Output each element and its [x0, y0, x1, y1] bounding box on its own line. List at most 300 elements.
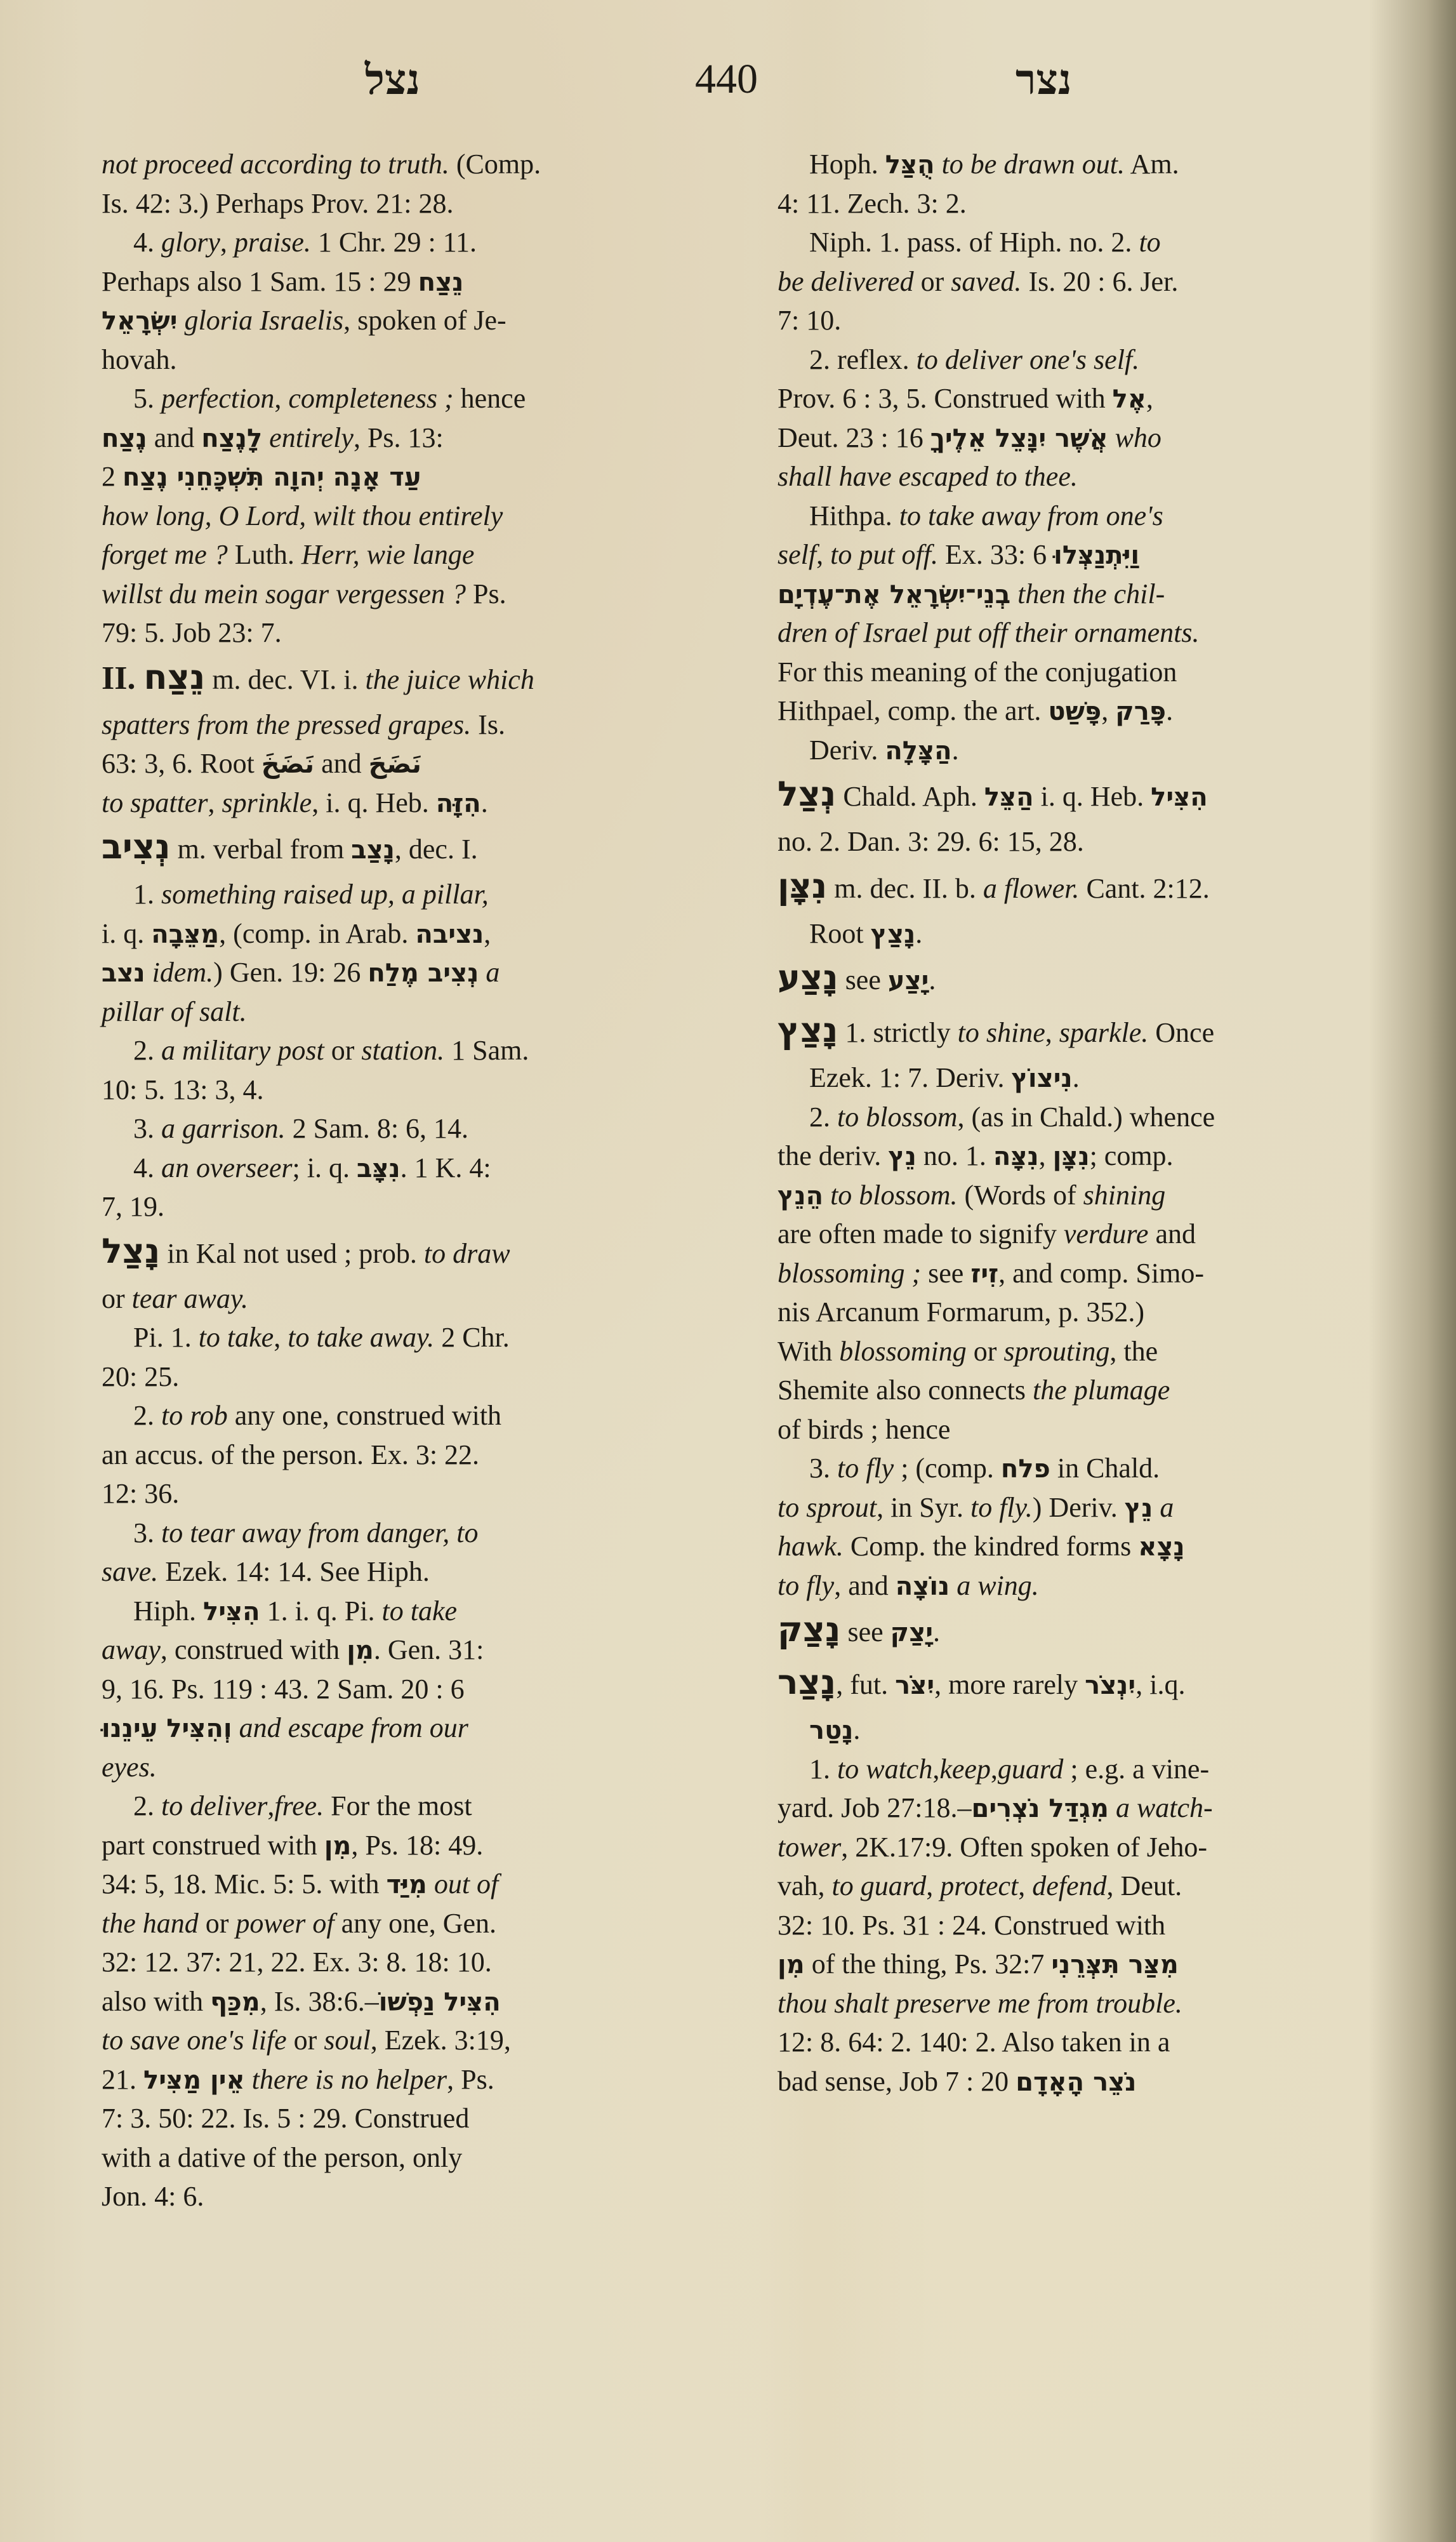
text-line: [102, 1552, 730, 1592]
text-run: 2. reflex.: [809, 343, 917, 375]
hebrew-word: נִיצוֹץ: [1011, 1064, 1073, 1093]
text-line: [102, 496, 730, 536]
text-run: , spoken of Je-: [343, 305, 506, 336]
text-run: 4.: [133, 1152, 161, 1183]
text-run: see: [921, 1257, 971, 1289]
italic-gloss: to take: [381, 1595, 458, 1627]
italic-gloss: hawk.: [778, 1531, 844, 1562]
italic-gloss: saved.: [951, 265, 1022, 297]
text-line: [102, 145, 730, 184]
text-line: [102, 1109, 730, 1148]
italic-gloss: praise.: [234, 227, 311, 258]
text-run: [1010, 578, 1017, 609]
hebrew-word: נציבה: [415, 919, 484, 949]
text-line: [778, 1945, 1412, 1984]
headword: נֵצַח: [143, 656, 206, 697]
hebrew-word: פָּשַׁט: [1048, 697, 1102, 726]
italic-gloss: out of: [433, 1868, 499, 1900]
text-line: [778, 457, 1412, 496]
text-line: [778, 575, 1412, 614]
italic-gloss: to fly.: [970, 1491, 1033, 1523]
text-run: Cant. 2:12.: [1079, 872, 1210, 904]
text-run: Hoph.: [809, 149, 885, 180]
text-run: and: [314, 748, 369, 779]
text-line: [778, 1176, 1412, 1215]
hebrew-word: הִצִּיל נַפְשׁוֹ: [378, 1987, 501, 2017]
text-run: i. q. Heb.: [1033, 781, 1151, 812]
text-run: , Deut.: [1106, 1870, 1182, 1901]
italic-gloss: dren of Israel put off their ornaments.: [778, 617, 1200, 648]
italic-gloss: to take: [198, 1322, 274, 1353]
text-run: Pi. 1.: [133, 1322, 199, 1353]
hebrew-word: נִצָּב: [356, 1154, 400, 1183]
text-run: , construed with: [160, 1634, 347, 1665]
text-line: [778, 1058, 1412, 1098]
text-run: .: [853, 1714, 861, 1745]
hebrew-word: וַיִּתְנַצְּלוּ: [1054, 541, 1140, 570]
hebrew-word: לָנֶצַח: [201, 423, 263, 453]
text-run: [935, 149, 942, 180]
hebrew-word: نَضَخَ: [261, 750, 315, 779]
text-line: [102, 1904, 730, 1943]
homonym-numeral: II.: [102, 660, 144, 696]
italic-gloss: a: [486, 957, 500, 988]
text-run: 2.: [809, 1101, 837, 1133]
text-line: [102, 1318, 730, 1357]
text-line: [102, 2138, 730, 2178]
text-run: .: [951, 734, 959, 766]
text-line: [102, 1592, 730, 1631]
text-run: Is.: [471, 709, 505, 740]
text-run: 1. i. q. Pi.: [260, 1595, 382, 1627]
text-run: in Chald.: [1050, 1453, 1160, 1484]
text-line: [778, 914, 1412, 954]
text-run: or: [966, 1335, 1004, 1367]
italic-gloss: thou shalt preserve me from trouble.: [778, 1987, 1182, 2019]
text-line: [102, 262, 730, 302]
text-run: nis Arcanum Formarum, p. 352.): [778, 1296, 1145, 1328]
italic-gloss: then the chil-: [1017, 578, 1165, 609]
headword: נָצַק: [778, 1609, 841, 1649]
italic-gloss: and escape from our: [239, 1712, 468, 1743]
hebrew-word: מִן: [778, 1950, 805, 1980]
text-run: 1.: [133, 879, 161, 910]
text-run: [1109, 1792, 1116, 1823]
text-line: [778, 2023, 1412, 2062]
hebrew-word: נֵצַח: [418, 267, 464, 297]
text-line: [102, 340, 730, 380]
text-line: [102, 1187, 730, 1227]
text-line: [102, 418, 730, 458]
italic-gloss: gloria Israelis: [184, 305, 344, 336]
text-run: 32: 10. Ps. 31 : 24. Construed with: [778, 1909, 1166, 1941]
italic-gloss: who: [1115, 422, 1161, 453]
text-run: Prov. 6 : 3, 5. Construed with: [778, 383, 1113, 414]
text-line: [102, 1148, 730, 1188]
italic-gloss: save.: [102, 1556, 159, 1587]
italic-gloss: idem.: [152, 957, 214, 988]
text-run: and: [147, 422, 202, 453]
text-run: .: [1166, 695, 1174, 726]
italic-gloss: a garrison.: [161, 1113, 286, 1144]
italic-gloss: self: [778, 539, 817, 570]
text-run: 7: 10.: [778, 305, 842, 336]
text-line: [102, 875, 730, 914]
hebrew-word: נִצָּה: [993, 1142, 1039, 1171]
italic-gloss: blossoming: [839, 1335, 967, 1367]
italic-gloss: to fly: [778, 1569, 835, 1601]
text-run: hovah.: [102, 343, 177, 375]
hebrew-word: נצב: [102, 959, 145, 988]
text-run: . Gen. 31:: [373, 1634, 484, 1665]
hebrew-word: נוֹצָה: [895, 1571, 950, 1601]
text-run: , Ezek. 3:19,: [370, 2025, 511, 2056]
hebrew-word: בְנֵי־יִשְׂרָאֵל אֶת־עֶדְיָם: [778, 580, 1011, 609]
hebrew-word: מַצֵּבָה: [151, 919, 220, 949]
text-line: [778, 184, 1412, 223]
text-line: [102, 783, 730, 823]
hebrew-word: פלח: [1000, 1454, 1050, 1484]
entry-headline: [778, 953, 1412, 1006]
text-line: [102, 1279, 730, 1319]
text-run: 5.: [133, 383, 161, 414]
text-run: Perhaps also 1 Sam. 15 : 29: [102, 265, 418, 297]
text-line: [778, 1710, 1412, 1750]
text-run: m. verbal from: [170, 834, 352, 865]
italic-gloss: how long, O Lord, wilt thou entirely: [102, 500, 503, 531]
hebrew-word: הֵנֵץ: [778, 1181, 824, 1211]
text-run: ) Gen. 19: 26: [213, 957, 368, 988]
italic-gloss: a: [1160, 1491, 1174, 1523]
text-run: 34: 5, 18. Mic. 5: 5. with: [102, 1868, 387, 1900]
text-run: .: [1072, 1062, 1080, 1093]
text-run: Am.: [1125, 149, 1179, 180]
text-run: yard. Job 27:18.–: [778, 1792, 972, 1823]
text-run: Luth.: [227, 539, 301, 570]
hebrew-word: יִשְׂרָאֵל: [102, 307, 178, 336]
text-run: or: [102, 1282, 132, 1314]
text-run: .: [933, 1616, 941, 1647]
text-run: the deriv.: [778, 1140, 889, 1171]
text-run: Shemite also connects: [778, 1374, 1033, 1406]
running-header: [0, 54, 1456, 117]
text-line: [778, 613, 1412, 653]
text-run: no. 2. Dan. 3: 29. 6: 15, 28.: [778, 826, 1084, 857]
italic-gloss: to blossom: [837, 1101, 958, 1133]
entry-headline: [102, 822, 730, 875]
text-line: [102, 1982, 730, 2021]
text-run: ,: [1038, 1140, 1053, 1171]
text-line: [778, 1906, 1412, 1945]
text-run: ,: [816, 539, 831, 570]
text-line: [102, 2177, 730, 2216]
italic-gloss: eyes.: [102, 1751, 157, 1783]
text-run: , 2K.17:9. Often spoken of Jeho-: [841, 1831, 1208, 1863]
text-run: Hithpa.: [809, 500, 899, 531]
italic-gloss: to shine: [957, 1017, 1045, 1048]
text-run: , in Syr.: [877, 1491, 970, 1523]
italic-gloss: sprinkle: [222, 787, 312, 818]
text-run: [145, 957, 152, 988]
headword: נְצַל: [778, 774, 837, 814]
text-run: 2: [102, 461, 122, 492]
italic-gloss: not proceed according to truth.: [102, 149, 449, 180]
text-line: [102, 1514, 730, 1553]
text-line: [102, 1031, 730, 1070]
text-line: [102, 1396, 730, 1435]
text-run: 21.: [102, 2063, 143, 2095]
hebrew-word: נָטַר: [809, 1716, 854, 1745]
text-run: 10: 5. 13: 3, 4.: [102, 1074, 264, 1105]
text-run: vah,: [778, 1870, 832, 1901]
text-run: are often made to signify: [778, 1218, 1064, 1249]
text-run: ; i. q.: [292, 1152, 357, 1183]
text-run: , i.q.: [1135, 1669, 1186, 1700]
italic-gloss: to fly: [837, 1453, 894, 1484]
hebrew-word: נִצָּן: [1052, 1142, 1090, 1171]
italic-gloss: willst du mein sogar vergessen ?: [102, 578, 466, 609]
text-run: 2.: [133, 1035, 161, 1066]
italic-gloss: Herr, wie lange: [301, 539, 475, 570]
text-line: [102, 1670, 730, 1709]
text-run: , Ps.: [447, 2063, 494, 2095]
hebrew-word: מִצַּר תִּצְּרֵנִי: [1051, 1950, 1179, 1980]
text-run: and: [1148, 1218, 1196, 1249]
text-run: , (as in Chald.) whence: [957, 1101, 1215, 1133]
italic-gloss: soul: [324, 2025, 371, 2056]
text-line: [102, 379, 730, 418]
text-line: [778, 1788, 1412, 1828]
text-line: [778, 1371, 1412, 1410]
entry-headline: [102, 1227, 730, 1279]
italic-gloss: a military post: [161, 1035, 324, 1066]
italic-gloss: to take away.: [288, 1322, 435, 1353]
text-line: [102, 914, 730, 954]
text-run: [479, 957, 486, 988]
italic-gloss: to watch: [837, 1753, 933, 1785]
right-column: [778, 145, 1412, 2101]
text-line: [778, 1527, 1412, 1566]
headword: נָצַל: [102, 1230, 161, 1271]
italic-gloss: to rob: [161, 1400, 228, 1431]
text-line: [778, 1867, 1412, 1906]
italic-gloss: entirely: [269, 422, 354, 453]
italic-gloss: keep: [939, 1753, 991, 1785]
text-run: Ps.: [466, 578, 506, 609]
italic-gloss: perfection: [161, 383, 275, 414]
text-line: [778, 301, 1412, 340]
italic-gloss: to blossom.: [830, 1179, 958, 1211]
text-run: part construed with: [102, 1829, 324, 1861]
italic-gloss: blossoming ;: [778, 1257, 922, 1289]
text-line: [778, 1254, 1412, 1293]
left-guide-word: נצל: [365, 55, 420, 104]
text-run: bad sense, Job 7 : 20: [778, 2065, 1016, 2097]
text-run: ) Deriv.: [1032, 1491, 1125, 1523]
text-run: 4.: [133, 227, 161, 258]
text-line: [778, 653, 1412, 692]
text-run: .: [480, 787, 488, 818]
entry-headline: [778, 769, 1412, 822]
text-run: ,: [208, 787, 222, 818]
text-run: Root: [809, 917, 871, 949]
text-run: ; e.g. a vine-: [1063, 1753, 1210, 1785]
text-run: 9, 16. Ps. 119 : 43. 2 Sam. 20 : 6: [102, 1673, 465, 1705]
hebrew-word: הִצִּיל: [1151, 783, 1208, 812]
text-line: [102, 184, 730, 223]
italic-gloss: to spatter: [102, 787, 208, 818]
italic-gloss: sprouting: [1003, 1335, 1110, 1367]
text-run: ,: [220, 227, 234, 258]
text-run: 1.: [809, 1753, 837, 1785]
text-run: , fut.: [836, 1669, 896, 1700]
text-run: , (comp. in Arab.: [219, 917, 416, 949]
hebrew-word: נָצַב: [351, 835, 395, 865]
text-run: [1108, 422, 1115, 453]
text-run: Hiph.: [133, 1595, 203, 1627]
text-line: [102, 953, 730, 992]
text-run: , dec. I.: [394, 834, 478, 865]
italic-gloss: to guard: [831, 1870, 927, 1901]
text-run: ,: [484, 917, 491, 949]
text-line: [778, 2062, 1412, 2101]
italic-gloss: a flower.: [983, 872, 1080, 904]
text-run: , and: [834, 1569, 896, 1601]
text-run: [1153, 1492, 1160, 1523]
text-run: or: [198, 1907, 236, 1939]
italic-gloss: spatters from the pressed grapes.: [102, 709, 472, 740]
text-line: [778, 691, 1412, 731]
italic-gloss: to sprout: [778, 1491, 877, 1523]
text-line: [778, 1828, 1412, 1867]
text-run: or: [913, 265, 951, 297]
text-run: 12: 36.: [102, 1478, 180, 1509]
text-line: [778, 1449, 1412, 1488]
italic-gloss: away: [102, 1634, 161, 1665]
text-run: Hithpael, comp. the art.: [778, 695, 1049, 726]
hebrew-word: הִצִּיל: [203, 1597, 260, 1627]
text-run: .: [915, 917, 923, 949]
italic-gloss: to: [1139, 227, 1161, 258]
text-line: [778, 418, 1412, 458]
text-run: Deriv.: [809, 734, 885, 766]
text-run: any one, Gen.: [334, 1907, 497, 1939]
text-run: , the: [1109, 1335, 1158, 1367]
text-run: m. dec. VI. i.: [205, 663, 366, 695]
text-run: For this meaning of the conjugation: [778, 656, 1177, 688]
text-line: [102, 457, 730, 496]
italic-gloss: to deliver one's self.: [916, 343, 1140, 375]
text-run: Is. 20 : 6. Jer.: [1021, 265, 1179, 297]
hebrew-word: יָצַע: [887, 966, 929, 995]
text-run: [262, 422, 269, 453]
italic-gloss: to save one's life: [102, 2025, 287, 2056]
text-line: [102, 1787, 730, 1826]
headword: נָצַר: [778, 1662, 837, 1702]
text-run: 1 Chr. 29 : 11.: [310, 227, 477, 258]
italic-gloss: to put off.: [830, 539, 939, 570]
hebrew-word: הֻצַּל: [885, 150, 935, 180]
text-run: 32: 12. 37: 21, 22. Ex. 3: 8. 18: 10.: [102, 1946, 492, 1978]
italic-gloss: completeness ;: [288, 383, 454, 414]
text-line: [778, 731, 1412, 770]
text-line: [778, 1984, 1412, 2023]
italic-gloss: sparkle.: [1059, 1017, 1149, 1048]
italic-gloss: the hand: [102, 1907, 199, 1939]
text-line: [102, 1943, 730, 1982]
text-line: [102, 992, 730, 1032]
text-run: of birds ; hence: [778, 1413, 951, 1445]
text-run: 2.: [133, 1790, 161, 1821]
text-line: [778, 1293, 1412, 1332]
text-line: [778, 1136, 1412, 1176]
text-run: [232, 1712, 239, 1743]
text-run: 1. strictly: [838, 1017, 958, 1048]
italic-gloss: shining: [1083, 1179, 1166, 1211]
text-run: 63: 3, 6. Root: [102, 748, 261, 779]
text-run: 3.: [133, 1113, 161, 1144]
text-line: [102, 1435, 730, 1475]
italic-gloss: shall have escaped to thee.: [778, 461, 1078, 492]
text-run: 7: 3. 50: 22. Is. 5 : 29. Construed: [102, 2103, 470, 2134]
text-line: [102, 613, 730, 653]
text-run: ,: [1146, 383, 1153, 414]
text-line: [778, 379, 1412, 418]
text-line: [778, 1410, 1412, 1449]
text-run: ,: [274, 1322, 288, 1353]
text-run: , Is. 38:6.–: [260, 1985, 379, 2017]
text-line: [778, 145, 1412, 184]
text-run: also with: [102, 1985, 211, 2017]
entry-headline: [778, 1006, 1412, 1058]
hebrew-word: מִיַּד: [386, 1870, 427, 1900]
text-run: [178, 305, 185, 336]
headword: נִצָּן: [778, 865, 828, 906]
text-line: [778, 1098, 1412, 1137]
hebrew-word: נֹצֵר הָאָדָם: [1016, 2067, 1137, 2097]
text-run: with a dative of the person, only: [102, 2141, 463, 2173]
entry-headline: [102, 653, 730, 705]
italic-gloss: the juice which: [365, 663, 534, 695]
hebrew-word: מִכַּף: [210, 1987, 260, 2017]
text-line: [102, 1708, 730, 1748]
text-run: Deut. 23 : 16: [778, 422, 930, 453]
text-line: [778, 340, 1412, 380]
text-run: no. 1.: [916, 1140, 993, 1171]
italic-gloss: be delivered: [778, 265, 914, 297]
text-line: [102, 223, 730, 262]
left-column: [102, 145, 730, 2216]
text-run: 20: 25.: [102, 1361, 180, 1392]
italic-gloss: power of: [235, 1907, 334, 1939]
text-run: (Words of: [957, 1179, 1083, 1211]
text-line: [102, 575, 730, 614]
text-run: ,: [1101, 695, 1116, 726]
text-run: i. q.: [102, 917, 152, 949]
text-run: . 1 K. 4:: [400, 1152, 491, 1183]
text-line: [102, 1357, 730, 1397]
italic-gloss: forget me ?: [102, 539, 228, 570]
hebrew-word: וְהִצִּיל עֵינֵנוּ: [102, 1714, 232, 1743]
text-run: an accus. of the person. Ex. 3: 22.: [102, 1439, 480, 1470]
text-run: of the thing, Ps. 32:7: [804, 1948, 1052, 1980]
text-line: [102, 1748, 730, 1787]
text-line: [778, 1214, 1412, 1254]
headword: נְצִיב: [102, 827, 171, 867]
page-number: 440: [695, 56, 758, 102]
text-run: Is. 42: 3.) Perhaps Prov. 21: 28.: [102, 187, 454, 219]
text-run: ,: [926, 1870, 941, 1901]
